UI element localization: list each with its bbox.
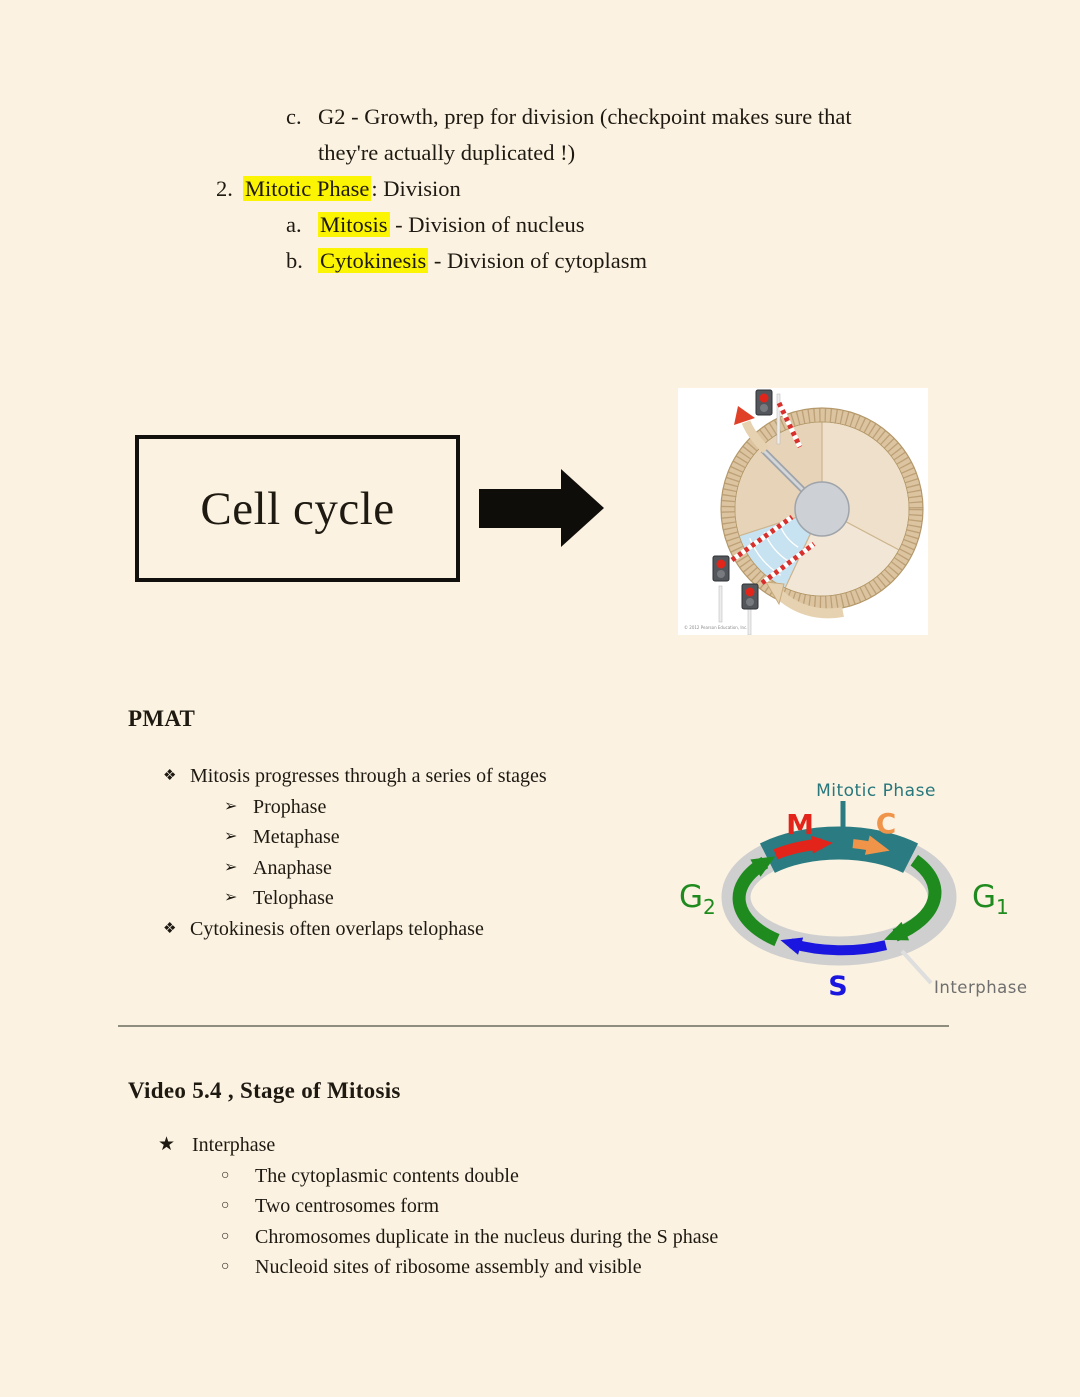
- list-item: [0, 243, 1080, 279]
- circle-bullet-icon: ○: [221, 1167, 230, 1183]
- highlighted-term: Mitotic Phase: [245, 176, 370, 201]
- list-item: [0, 1191, 1080, 1222]
- pmat-heading: PMAT: [128, 706, 196, 731]
- mitotic-phase-label: Mitotic Phase: [816, 781, 936, 801]
- highlighted-term: Mitosis: [320, 212, 388, 237]
- arrowhead-bullet-icon: ➢: [224, 828, 238, 846]
- arrowhead-bullet-icon: ➢: [224, 889, 238, 907]
- list-text: Nucleoid sites of ribosome assembly and visible: [255, 1256, 642, 1279]
- list-text: - Division of cytoplasm: [428, 248, 647, 273]
- video-list: [0, 1130, 1080, 1283]
- list-text: Mitosis progresses through a series of stages: [190, 765, 547, 787]
- arrowhead-bullet-icon: ➢: [224, 858, 238, 876]
- highlighted-term: Cytokinesis: [320, 248, 427, 273]
- list-item: [0, 99, 1080, 135]
- list-item: [0, 171, 1080, 207]
- interphase-label: Interphase: [934, 978, 1028, 997]
- cell-cycle-ring-diagram: [650, 765, 1070, 1010]
- outline-list: [0, 99, 1080, 279]
- diamond-bullet-icon: ❖: [163, 920, 177, 937]
- m-label: M: [786, 808, 814, 841]
- cell-cycle-box-label: Cell cycle: [200, 482, 395, 535]
- circle-bullet-icon: ○: [221, 1259, 230, 1275]
- star-bullet-icon: ★: [158, 1134, 176, 1155]
- arrowhead-bullet-icon: ➢: [224, 797, 238, 815]
- cell-cycle-box: [135, 435, 460, 582]
- figure-credit: © 2012 Pearson Education, Inc.: [684, 625, 748, 630]
- list-text: : Division: [371, 176, 461, 201]
- list-text: Two centrosomes form: [255, 1195, 440, 1218]
- list-text-wrap: they're actually duplicated !): [318, 140, 576, 165]
- list-text: The cytoplasmic contents double: [255, 1164, 519, 1187]
- list-item: [0, 1130, 1080, 1161]
- diamond-bullet-icon: ❖: [163, 768, 177, 784]
- g1-label: $G_1$: [972, 879, 1009, 919]
- list-text: Chromosomes duplicate in the nucleus during the S phase: [255, 1225, 719, 1248]
- right-arrow-head-icon: [561, 469, 604, 547]
- horizontal-divider: [118, 1025, 949, 1027]
- list-text: - Division of nucleus: [389, 212, 585, 237]
- list-marker: 2.: [216, 176, 233, 201]
- interphase-leader-line: [902, 951, 931, 983]
- cell-cycle-clock-figure: [678, 388, 928, 635]
- list-text: Anaphase: [253, 856, 332, 879]
- circle-bullet-icon: ○: [221, 1228, 230, 1244]
- clock-center-hub: [795, 482, 849, 536]
- list-text: Telophase: [253, 887, 334, 910]
- video-heading: Video 5.4 , Stage of Mitosis: [128, 1078, 401, 1103]
- s-label: S: [828, 971, 848, 1002]
- g2-label: $G_2$: [679, 879, 716, 919]
- list-marker: a.: [286, 212, 302, 237]
- list-marker: c.: [286, 104, 302, 129]
- list-text: Cytokinesis often overlaps telophase: [190, 917, 484, 940]
- list-item: [0, 1252, 1080, 1283]
- list-item: [0, 1222, 1080, 1253]
- list-item: [0, 207, 1080, 243]
- cytokinesis-arrow: [853, 844, 878, 848]
- list-text: G2 - Growth, prep for division (checkpoint makes sure that: [318, 104, 852, 129]
- right-arrow-icon: [479, 489, 563, 528]
- list-text: Metaphase: [253, 826, 340, 849]
- list-text: Interphase: [192, 1134, 276, 1156]
- list-marker: b.: [286, 248, 303, 273]
- circle-bullet-icon: ○: [221, 1198, 230, 1214]
- list-item: [0, 1161, 1080, 1192]
- list-text: Prophase: [253, 795, 327, 818]
- c-label: C: [875, 807, 897, 840]
